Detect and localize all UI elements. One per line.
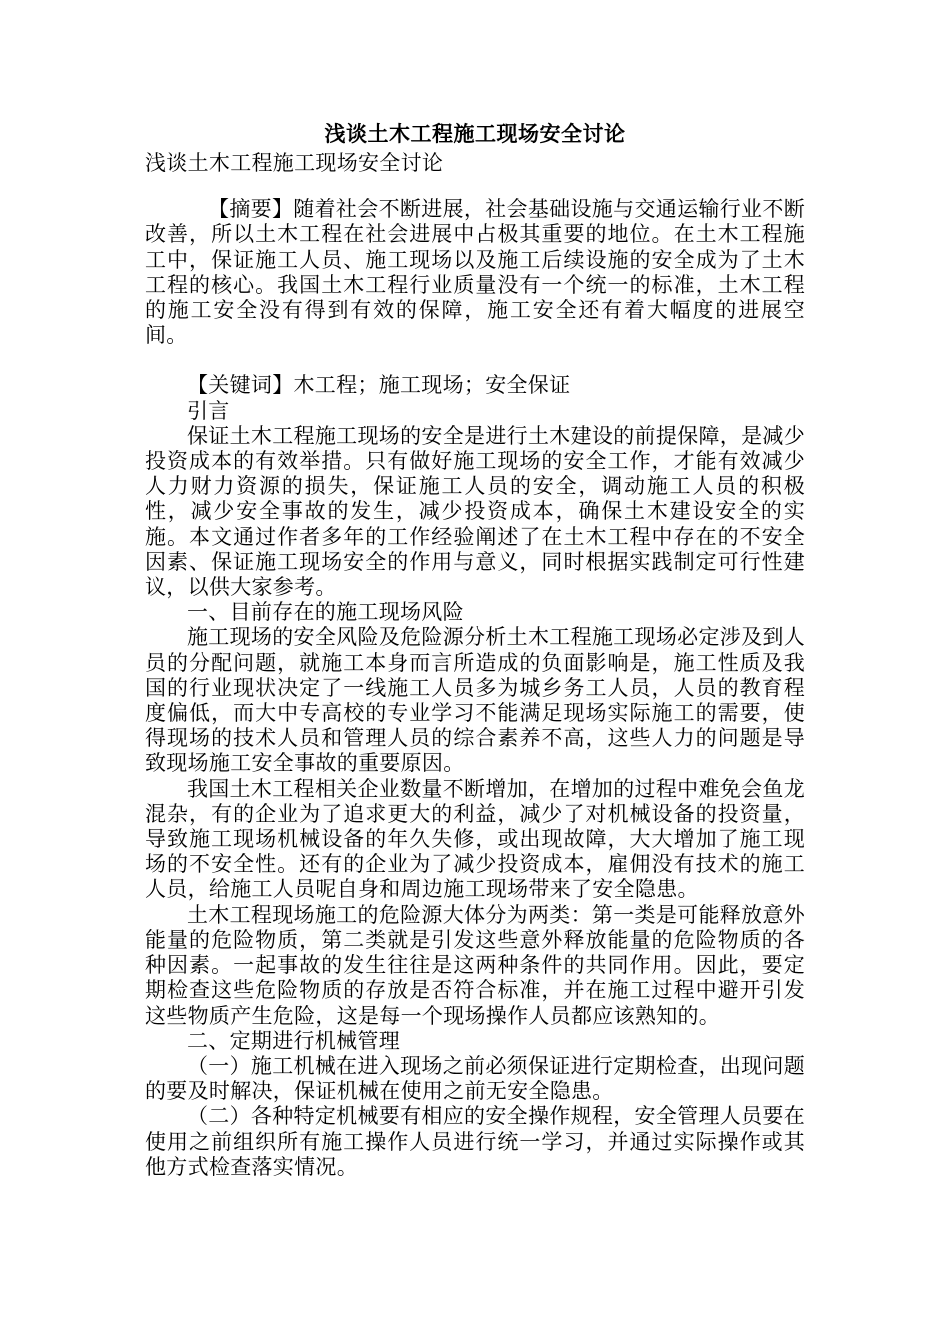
document-title: 浅谈土木工程施工现场安全讨论 xyxy=(324,121,626,146)
paragraph-gap xyxy=(145,348,805,373)
section-1-heading: 一、目前存在的施工现场风险 xyxy=(187,600,464,625)
section-1-paragraph-1: 施工现场的安全风险及危险源分析土木工程施工现场必定涉及到人员的分配问题，就施工本身而言所造成的负面影响是，施工性质及我国的行业现状决定了一线施工人员多为城乡务工人员，人员的教育程度偏低，而大中专高校的专业学习不能满足现场实际施工的需要，使得现场的技术人员和管理人员的综合素养不高，这些人力的问题是导致现场施工安全事故的重要原因。 xyxy=(145,625,805,776)
section-2-paragraph-2: （二）各种特定机械要有相应的安全操作规程，安全管理人员要在使用之前组织所有施工操作人员进行统一学习，并通过实际操作或其他方式检查落实情况。 xyxy=(145,1104,805,1179)
abstract-paragraph: 【摘要】随着社会不断进展，社会基础设施与交通运输行业不断改善，所以土木工程在社会进展中占极其重要的地位。在土木工程施工中，保证施工人员、施工现场以及施工后续设施的安全成为了土木工程的核心。我国土木工程行业质量没有一个统一的标准，土木工程的施工安全没有得到有效的保障，施工安全还有着大幅度的进展空间。 xyxy=(145,197,805,348)
intro-heading: 引言 xyxy=(187,398,230,423)
intro-paragraph: 保证土木工程施工现场的安全是进行土木建设的前提保障，是减少投资成本的有效举措。只有做好施工现场的安全工作，才能有效减少人力财力资源的损失，保证施工人员的安全，调动施工人员的积极性，减少安全事故的发生，减少投资成本，确保土木建设安全的实施。本文通过作者多年的工作经验阐述了在土木工程中存在的不安全因素、保证施工现场安全的作用与意义，同时根据实践制定可行性建议，以供大家参考。 xyxy=(145,423,805,600)
document-body xyxy=(145,117,805,1180)
section-2-paragraph-1: （一）施工机械在进入现场之前必须保证进行定期检查，出现问题的要及时解决，保证机械在使用之前无安全隐患。 xyxy=(145,1053,805,1104)
keywords-line: 【关键词】木工程；施工现场；安全保证 xyxy=(187,373,571,398)
section-2-heading: 二、定期进行机械管理 xyxy=(187,1028,400,1053)
document-subtitle: 浅谈土木工程施工现场安全讨论 xyxy=(145,151,444,175)
section-1-paragraph-3: 土木工程现场施工的危险源大体分为两类：第一类是可能释放意外能量的危险物质，第二类就是引发这些意外释放能量的危险物质的各种因素。一起事故的发生往往是这两种条件的共同作用。因此，要定期检查这些危险物质的存放是否符合标准，并在施工过程中避开引发这些物质产生危险，这是每一个现场操作人员都应该熟知的。 xyxy=(145,902,805,1028)
section-1-paragraph-2: 我国土木工程相关企业数量不断增加，在增加的过程中难免会鱼龙混杂，有的企业为了追求更大的利益，减少了对机械设备的投资量，导致施工现场机械设备的年久失修，或出现故障，大大增加了施工现场的不安全性。还有的企业为了减少投资成本，雇佣没有技术的施工人员，给施工人员呢自身和周边施工现场带来了安全隐患。 xyxy=(145,776,805,902)
